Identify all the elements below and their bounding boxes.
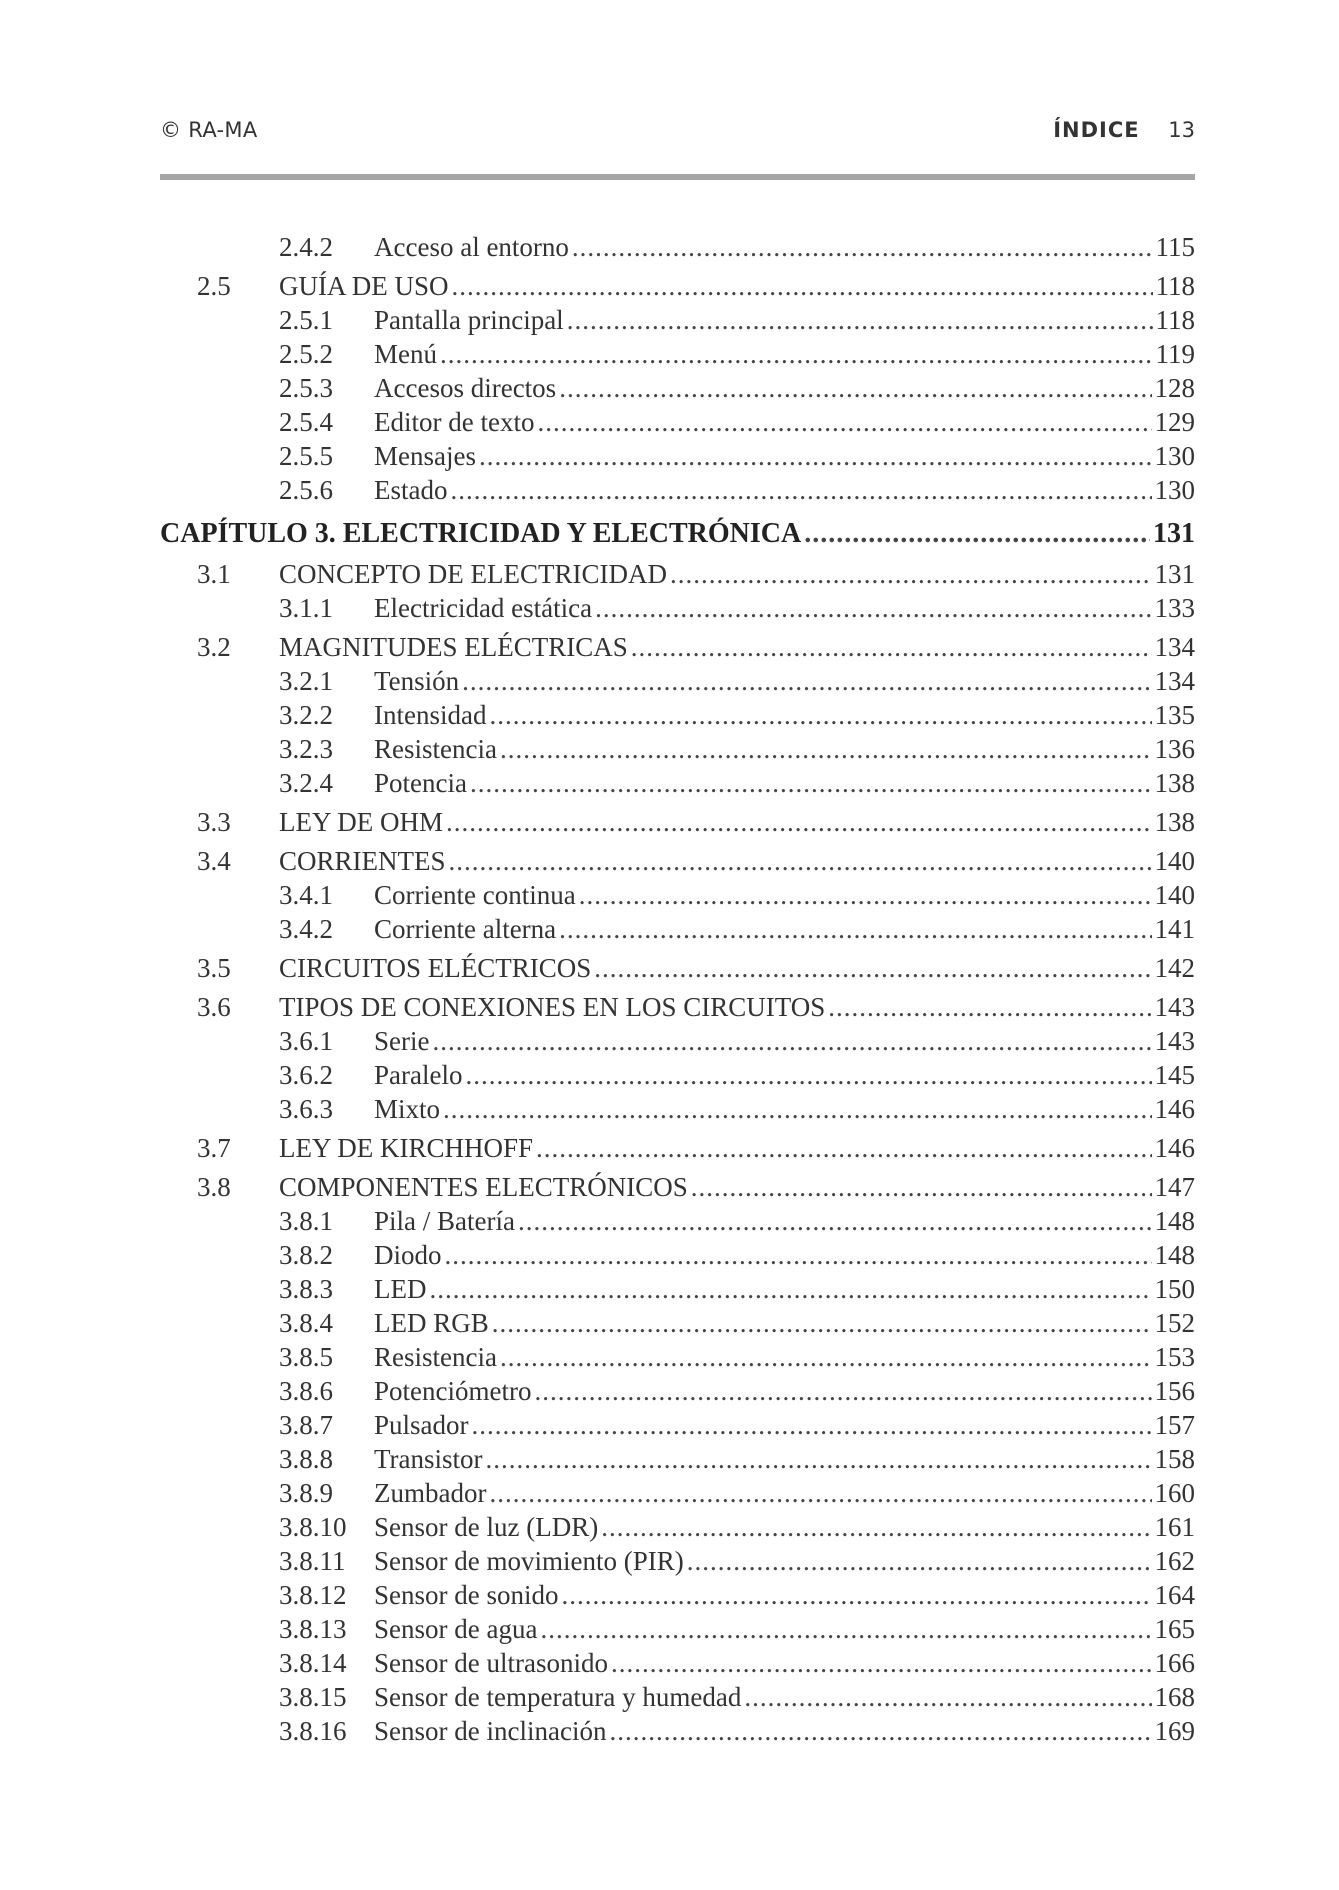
entry-number: 3.5 xyxy=(197,953,231,983)
toc-entry-section[interactable] xyxy=(160,951,1195,985)
dot-leader xyxy=(534,1374,1151,1408)
entry-number-cell xyxy=(160,230,374,264)
section-title: ÍNDICE xyxy=(1053,118,1140,142)
entry-page-number: 169 xyxy=(1154,1716,1195,1746)
header-rule xyxy=(160,174,1195,180)
entry-title: GUÍA DE USO xyxy=(279,271,449,301)
entry-number-cell xyxy=(160,805,279,839)
entry-page-number: 128 xyxy=(1154,373,1195,403)
entry-page-number: 131 xyxy=(1154,559,1195,589)
entry-title: Estado xyxy=(374,475,448,505)
entry-title: Serie xyxy=(374,1026,430,1056)
dot-leader xyxy=(601,1510,1151,1544)
toc-entry-section[interactable] xyxy=(160,557,1195,591)
entry-title: Menú xyxy=(374,339,437,369)
entry-number-cell xyxy=(160,1374,374,1408)
dot-leader xyxy=(489,1476,1151,1510)
entry-page-number: 115 xyxy=(1155,232,1195,262)
entry-page-number: 145 xyxy=(1154,1060,1195,1090)
entry-number-cell xyxy=(160,1612,374,1646)
dot-leader xyxy=(492,1306,1152,1340)
entry-number-cell xyxy=(160,664,374,698)
toc-entry-subsection[interactable] xyxy=(160,337,1195,371)
page-number: 13 xyxy=(1168,118,1195,142)
entry-number: 3.8.11 xyxy=(279,1546,346,1576)
dot-leader xyxy=(691,1170,1152,1204)
dot-leader xyxy=(451,473,1152,507)
dot-leader xyxy=(489,698,1151,732)
entry-page-number: 148 xyxy=(1154,1240,1195,1270)
entry-number-cell xyxy=(160,844,279,878)
toc-entry-subsection[interactable] xyxy=(160,230,1195,264)
entry-number-cell xyxy=(160,1646,374,1680)
entry-number-cell xyxy=(160,766,374,800)
dot-leader xyxy=(567,303,1153,337)
entry-page-number: 160 xyxy=(1154,1478,1195,1508)
toc-entry-section[interactable] xyxy=(160,844,1195,878)
dot-leader xyxy=(687,1544,1152,1578)
entry-number: 3.8.1 xyxy=(279,1206,333,1236)
entry-title: CIRCUITOS ELÉCTRICOS xyxy=(279,953,592,983)
entry-number: 3.8.12 xyxy=(279,1580,347,1610)
toc-entry-subsection[interactable] xyxy=(160,371,1195,405)
entry-number: 3.2.4 xyxy=(279,768,333,798)
dot-leader xyxy=(559,912,1151,946)
dot-leader xyxy=(462,664,1151,698)
entry-page-number: 135 xyxy=(1154,700,1195,730)
entry-title: TIPOS DE CONEXIONES EN LOS CIRCUITOS xyxy=(279,992,826,1022)
entry-page-number: 131 xyxy=(1153,518,1195,549)
dot-leader xyxy=(536,1131,1151,1165)
entry-number: 3.8.8 xyxy=(279,1444,333,1474)
toc-entry-section[interactable] xyxy=(160,630,1195,664)
entry-number-cell xyxy=(160,1408,374,1442)
entry-title: CAPÍTULO 3. ELECTRICIDAD Y ELECTRÓNICA xyxy=(160,518,802,549)
header-right xyxy=(1053,118,1195,142)
entry-number-cell xyxy=(160,371,374,405)
entry-number-cell xyxy=(160,1578,374,1612)
entry-title: Electricidad estática xyxy=(374,593,593,623)
entry-number: 3.8.4 xyxy=(279,1308,333,1338)
toc-entry-section[interactable] xyxy=(160,990,1195,1024)
dot-leader xyxy=(500,1340,1152,1374)
entry-page-number: 140 xyxy=(1154,880,1195,910)
entry-title: Resistencia xyxy=(374,1342,497,1372)
entry-title: CORRIENTES xyxy=(279,846,446,876)
entry-number: 3.6.2 xyxy=(279,1060,333,1090)
entry-title: Pantalla principal xyxy=(374,305,564,335)
dot-leader xyxy=(443,1092,1151,1126)
entry-number-cell xyxy=(160,439,374,473)
entry-page-number: 142 xyxy=(1154,953,1195,983)
entry-title: Intensidad xyxy=(374,700,487,730)
toc-entry-subsection[interactable] xyxy=(160,1340,1195,1374)
entry-number-cell xyxy=(160,473,374,507)
entry-number: 3.2.1 xyxy=(279,666,333,696)
toc-entry-subsection[interactable] xyxy=(160,1272,1195,1306)
entry-title: Acceso al entorno xyxy=(374,232,569,262)
entry-number: 3.4.1 xyxy=(279,880,333,910)
entry-title: Diodo xyxy=(374,1240,442,1270)
toc-entry-subsection[interactable] xyxy=(160,303,1195,337)
entry-title: Pulsador xyxy=(374,1410,469,1440)
entry-number-cell xyxy=(160,1131,279,1165)
entry-number-cell xyxy=(160,557,279,591)
entry-number-cell xyxy=(160,732,374,766)
dot-leader xyxy=(670,557,1152,591)
entry-number: 3.1 xyxy=(197,559,231,589)
dot-leader xyxy=(432,1024,1151,1058)
dot-leader xyxy=(486,1442,1152,1476)
entry-number: 3.8.7 xyxy=(279,1410,333,1440)
dot-leader xyxy=(445,1238,1152,1272)
entry-number: 3.8.14 xyxy=(279,1648,347,1678)
entry-page-number: 146 xyxy=(1154,1133,1195,1163)
entry-number-cell xyxy=(160,630,279,664)
entry-number-cell xyxy=(160,303,374,337)
toc-entry-subsection[interactable] xyxy=(160,1092,1195,1126)
entry-title: Sensor de temperatura y humedad xyxy=(374,1682,742,1712)
entry-page-number: 147 xyxy=(1154,1172,1195,1202)
entry-title: Editor de texto xyxy=(374,407,535,437)
dot-leader xyxy=(537,405,1151,439)
entry-number-cell xyxy=(160,878,374,912)
dot-leader xyxy=(594,951,1151,985)
publisher-mark: © RA-MA xyxy=(160,118,258,142)
entry-number-cell xyxy=(160,1544,374,1578)
entry-title: Paralelo xyxy=(374,1060,463,1090)
entry-number-cell xyxy=(160,1058,374,1092)
entry-number-cell xyxy=(160,591,374,625)
entry-page-number: 133 xyxy=(1154,593,1195,623)
entry-number-cell xyxy=(160,1238,374,1272)
entry-number-cell xyxy=(160,951,279,985)
dot-leader xyxy=(470,766,1152,800)
entry-number: 2.5.2 xyxy=(279,339,333,369)
entry-number-cell xyxy=(160,1340,374,1374)
entry-title: CONCEPTO DE ELECTRICIDAD xyxy=(279,559,667,589)
dot-leader xyxy=(804,517,1150,551)
entry-page-number: 162 xyxy=(1154,1546,1195,1576)
toc-entry-subsection[interactable] xyxy=(160,1680,1195,1714)
entry-page-number: 168 xyxy=(1154,1682,1195,1712)
entry-title: Accesos directos xyxy=(374,373,557,403)
entry-page-number: 156 xyxy=(1154,1376,1195,1406)
entry-page-number: 130 xyxy=(1154,475,1195,505)
toc-entry-subsection[interactable] xyxy=(160,1374,1195,1408)
toc-entry-section[interactable] xyxy=(160,805,1195,839)
dot-leader xyxy=(595,591,1151,625)
dot-leader xyxy=(449,844,1152,878)
toc-entry-subsection[interactable] xyxy=(160,1306,1195,1340)
entry-number-cell xyxy=(160,337,374,371)
entry-number-cell xyxy=(160,1170,279,1204)
entry-page-number: 138 xyxy=(1154,768,1195,798)
dot-leader xyxy=(572,230,1153,264)
entry-page-number: 161 xyxy=(1154,1512,1195,1542)
toc-entry-subsection[interactable] xyxy=(160,664,1195,698)
entry-page-number: 130 xyxy=(1154,441,1195,471)
entry-title: Mensajes xyxy=(374,441,476,471)
entry-number-cell xyxy=(160,990,279,1024)
entry-title: Potenciómetro xyxy=(374,1376,532,1406)
entry-page-number: 164 xyxy=(1154,1580,1195,1610)
entry-title: COMPONENTES ELECTRÓNICOS xyxy=(279,1172,688,1202)
dot-leader xyxy=(540,1612,1151,1646)
entry-number: 2.5.6 xyxy=(279,475,333,505)
toc-entry-subsection[interactable] xyxy=(160,473,1195,507)
entry-title: MAGNITUDES ELÉCTRICAS xyxy=(279,632,628,662)
entry-number: 3.8.15 xyxy=(279,1682,347,1712)
dot-leader xyxy=(744,1680,1151,1714)
dot-leader xyxy=(479,439,1152,473)
entry-number-cell xyxy=(160,405,374,439)
toc-entry-subsection[interactable] xyxy=(160,1408,1195,1442)
entry-title: LEY DE KIRCHHOFF xyxy=(279,1133,534,1163)
entry-number-cell xyxy=(160,1024,374,1058)
entry-page-number: 152 xyxy=(1154,1308,1195,1338)
entry-number: 3.2 xyxy=(197,632,231,662)
entry-page-number: 134 xyxy=(1154,666,1195,696)
entry-title: Resistencia xyxy=(374,734,497,764)
toc-entry-subsection[interactable] xyxy=(160,1544,1195,1578)
dot-leader xyxy=(429,1272,1151,1306)
entry-page-number: 158 xyxy=(1154,1444,1195,1474)
entry-title: Corriente alterna xyxy=(374,914,557,944)
toc-entry-subsection[interactable] xyxy=(160,1578,1195,1612)
entry-title: Potencia xyxy=(374,768,467,798)
entry-title: Tensión xyxy=(374,666,460,696)
entry-number: 3.8.9 xyxy=(279,1478,333,1508)
entry-number-cell xyxy=(160,1714,374,1748)
entry-title: Sensor de agua xyxy=(374,1614,538,1644)
entry-number: 2.5.4 xyxy=(279,407,333,437)
entry-number: 3.7 xyxy=(197,1133,231,1163)
entry-page-number: 129 xyxy=(1154,407,1195,437)
entry-page-number: 165 xyxy=(1154,1614,1195,1644)
toc-entry-subsection[interactable] xyxy=(160,1204,1195,1238)
dot-leader xyxy=(465,1058,1151,1092)
entry-page-number: 150 xyxy=(1154,1274,1195,1304)
dot-leader xyxy=(828,990,1151,1024)
toc-entry-subsection[interactable] xyxy=(160,405,1195,439)
entry-number: 3.6.1 xyxy=(279,1026,333,1056)
toc-entry-subsection[interactable] xyxy=(160,1646,1195,1680)
toc-entry-section[interactable] xyxy=(160,269,1195,303)
entry-title: Sensor de sonido xyxy=(374,1580,559,1610)
toc-entry-subsection[interactable] xyxy=(160,766,1195,800)
entry-page-number: 146 xyxy=(1154,1094,1195,1124)
toc-entry-subsection[interactable] xyxy=(160,591,1195,625)
dot-leader xyxy=(611,1646,1152,1680)
entry-number-cell xyxy=(160,1204,374,1238)
entry-page-number: 143 xyxy=(1154,1026,1195,1056)
dot-leader xyxy=(562,1578,1152,1612)
entry-number: 3.8.16 xyxy=(279,1716,347,1746)
entry-number: 3.6 xyxy=(197,992,231,1022)
toc-entry-chapter[interactable] xyxy=(160,517,1195,551)
toc-entry-subsection[interactable] xyxy=(160,1476,1195,1510)
entry-number-cell xyxy=(160,1306,374,1340)
toc-entry-subsection[interactable] xyxy=(160,1238,1195,1272)
entry-number: 3.3 xyxy=(197,807,231,837)
dot-leader xyxy=(518,1204,1152,1238)
toc-entry-subsection[interactable] xyxy=(160,1510,1195,1544)
entry-page-number: 119 xyxy=(1155,339,1195,369)
toc-entry-subsection[interactable] xyxy=(160,1714,1195,1748)
toc-entry-subsection[interactable] xyxy=(160,1442,1195,1476)
entry-number: 2.5.3 xyxy=(279,373,333,403)
toc-entry-subsection[interactable] xyxy=(160,878,1195,912)
entry-number-cell xyxy=(160,1092,374,1126)
entry-title: Sensor de luz (LDR) xyxy=(374,1512,599,1542)
entry-number: 2.5.5 xyxy=(279,441,333,471)
entry-title: Sensor de ultrasonido xyxy=(374,1648,608,1678)
entry-number: 2.5.1 xyxy=(279,305,333,335)
entry-title: Transistor xyxy=(374,1444,483,1474)
entry-title: LED RGB xyxy=(374,1308,489,1338)
entry-title: Zumbador xyxy=(374,1478,487,1508)
entry-page-number: 157 xyxy=(1154,1410,1195,1440)
entry-page-number: 143 xyxy=(1154,992,1195,1022)
toc-entry-section[interactable] xyxy=(160,1131,1195,1165)
entry-page-number: 136 xyxy=(1154,734,1195,764)
entry-number: 3.1.1 xyxy=(279,593,333,623)
toc-entry-subsection[interactable] xyxy=(160,1024,1195,1058)
dot-leader xyxy=(440,337,1153,371)
dot-leader xyxy=(579,878,1152,912)
dot-leader xyxy=(559,371,1151,405)
entry-page-number: 166 xyxy=(1154,1648,1195,1678)
entry-number: 3.8.13 xyxy=(279,1614,347,1644)
entry-number: 3.8.3 xyxy=(279,1274,333,1304)
entry-number: 3.4.2 xyxy=(279,914,333,944)
entry-page-number: 138 xyxy=(1154,807,1195,837)
entry-number-cell xyxy=(160,1442,374,1476)
entry-number-cell xyxy=(160,1476,374,1510)
entry-number: 2.4.2 xyxy=(279,232,333,262)
running-header xyxy=(160,112,1195,152)
table-of-contents xyxy=(160,230,1195,1748)
entry-number: 3.8.2 xyxy=(279,1240,333,1270)
dot-leader xyxy=(500,732,1152,766)
toc-entry-subsection[interactable] xyxy=(160,439,1195,473)
dot-leader xyxy=(631,630,1152,664)
entry-number: 3.8.5 xyxy=(279,1342,333,1372)
entry-number-cell xyxy=(160,269,279,303)
entry-page-number: 140 xyxy=(1154,846,1195,876)
entry-number: 3.8 xyxy=(197,1172,231,1202)
dot-leader xyxy=(609,1714,1151,1748)
entry-number: 3.8.10 xyxy=(279,1512,347,1542)
dot-leader xyxy=(472,1408,1152,1442)
entry-number: 3.2.3 xyxy=(279,734,333,764)
entry-number: 2.5 xyxy=(197,271,231,301)
entry-number: 3.2.2 xyxy=(279,700,333,730)
entry-page-number: 118 xyxy=(1155,271,1195,301)
entry-title: LED xyxy=(374,1274,427,1304)
toc-entry-subsection[interactable] xyxy=(160,698,1195,732)
entry-number-cell xyxy=(160,698,374,732)
entry-number-cell xyxy=(160,1510,374,1544)
dot-leader xyxy=(446,805,1152,839)
entry-page-number: 153 xyxy=(1154,1342,1195,1372)
entry-title: Sensor de movimiento (PIR) xyxy=(374,1546,684,1576)
entry-page-number: 134 xyxy=(1154,632,1195,662)
entry-page-number: 118 xyxy=(1155,305,1195,335)
entry-page-number: 148 xyxy=(1154,1206,1195,1236)
entry-number-cell xyxy=(160,1272,374,1306)
dot-leader xyxy=(452,269,1153,303)
toc-entry-subsection[interactable] xyxy=(160,1058,1195,1092)
toc-entry-section[interactable] xyxy=(160,1170,1195,1204)
toc-entry-subsection[interactable] xyxy=(160,912,1195,946)
entry-page-number: 141 xyxy=(1154,914,1195,944)
entry-number-cell xyxy=(160,1680,374,1714)
entry-number: 3.6.3 xyxy=(279,1094,333,1124)
entry-title: Mixto xyxy=(374,1094,441,1124)
entry-title: Pila / Batería xyxy=(374,1206,515,1236)
toc-entry-subsection[interactable] xyxy=(160,732,1195,766)
entry-title: LEY DE OHM xyxy=(279,807,443,837)
toc-entry-subsection[interactable] xyxy=(160,1612,1195,1646)
entry-number-cell xyxy=(160,912,374,946)
entry-title: Sensor de inclinación xyxy=(374,1716,607,1746)
entry-title: Corriente continua xyxy=(374,880,576,910)
entry-number: 3.4 xyxy=(197,846,231,876)
entry-number: 3.8.6 xyxy=(279,1376,333,1406)
